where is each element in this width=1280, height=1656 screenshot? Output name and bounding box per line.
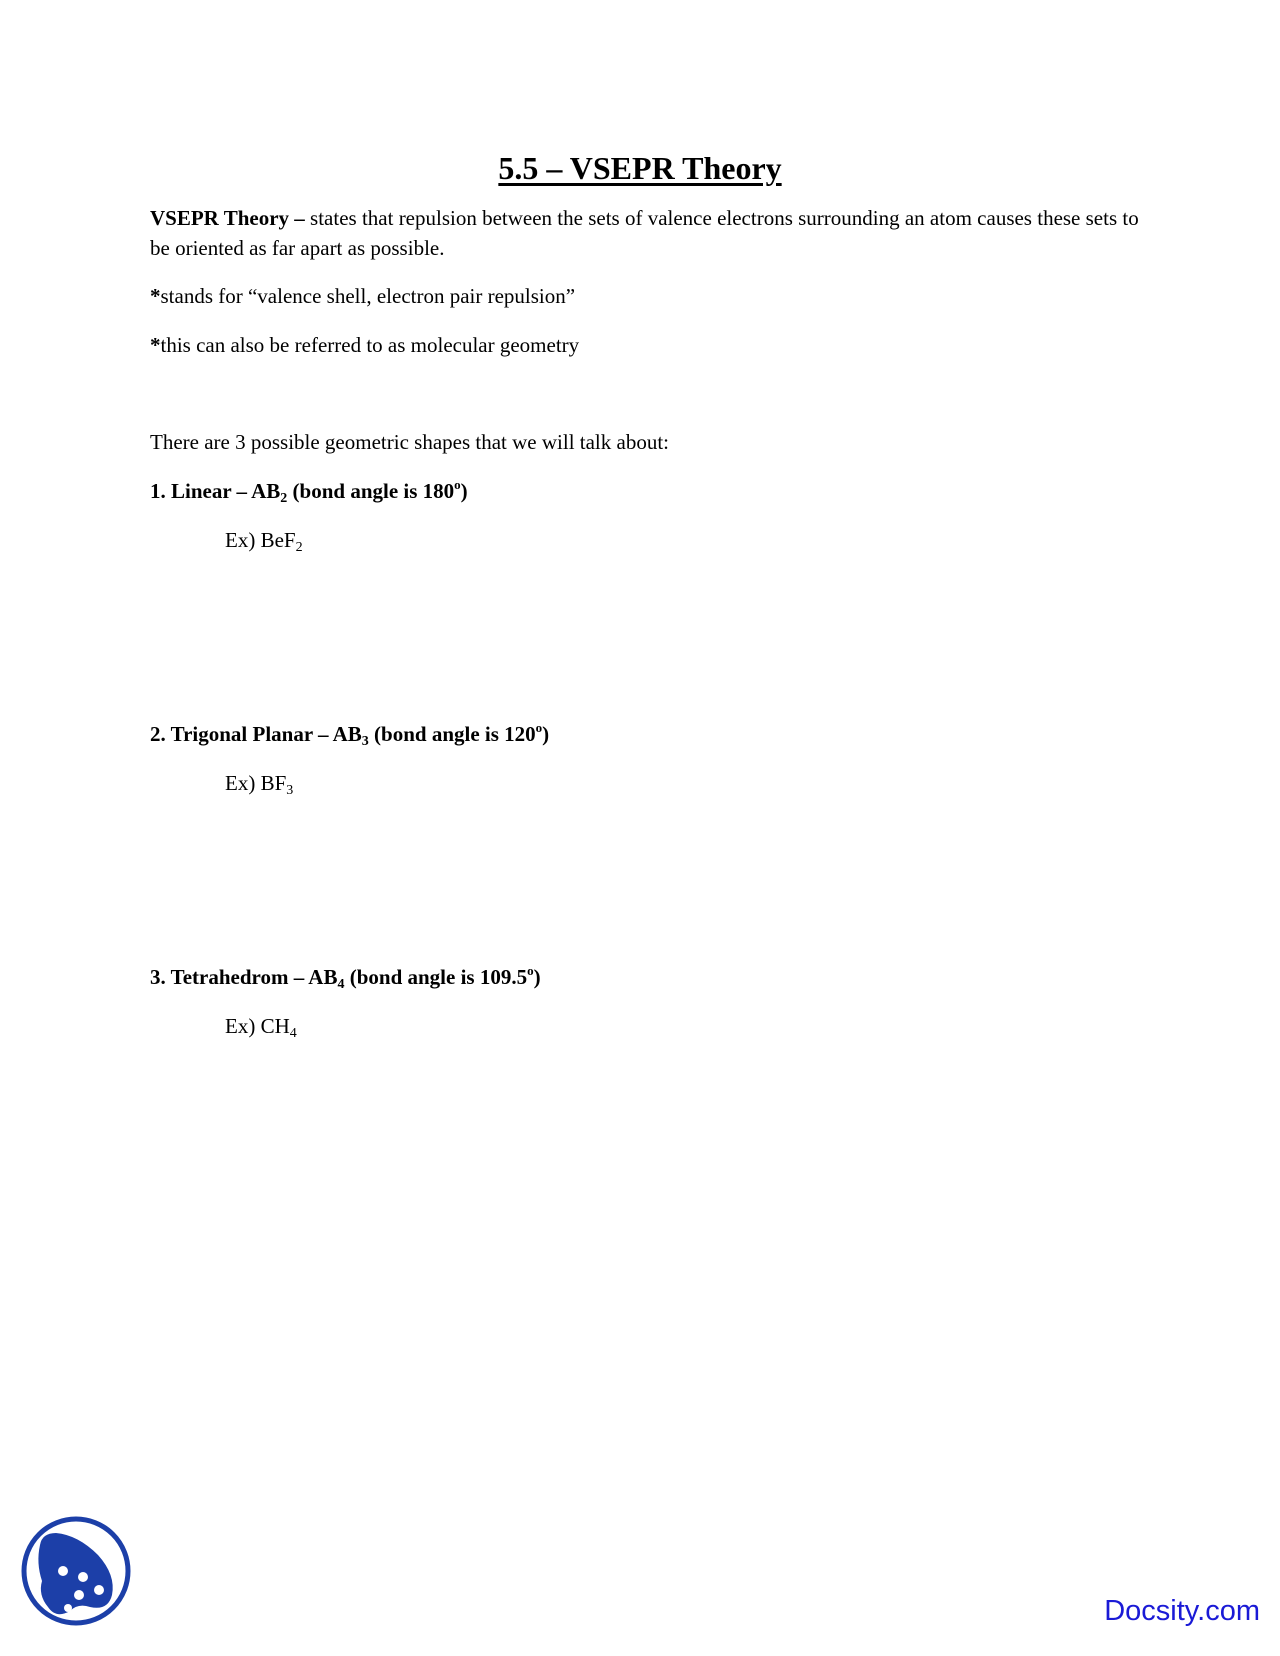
example-tetrahedral: Ex) $CH_4$ xyxy=(225,1014,297,1041)
docsity-brand-link[interactable]: Docsity.com xyxy=(1104,1595,1260,1627)
definition-text: states that repulsion between the sets of valence electrons surrounding an atom causes these sets to be oriented as far apart as possible. xyxy=(150,206,1139,260)
definition-paragraph xyxy=(150,203,1140,263)
example-trigonal-planar: Ex) $BF_3$ xyxy=(225,771,294,798)
page-title: 5.5 – VSEPR Theory xyxy=(498,150,782,186)
note-molecular-geometry xyxy=(150,330,1140,360)
shapes-intro: There are 3 possible geometric shapes that we will talk about: xyxy=(150,430,670,454)
note-star: * xyxy=(150,284,161,308)
note-text: stands for “valence shell, electron pair repulsion” xyxy=(160,284,576,308)
note-star: * xyxy=(150,333,161,357)
example-linear: Ex) BeF$_2$ xyxy=(225,528,303,555)
shape-heading-tetrahedral: 3. Tetrahedrom – $AB_4$ (bond angle is 109.5$^o$) xyxy=(150,963,541,992)
docsity-logo-icon[interactable] xyxy=(20,1515,132,1627)
note-text: this can also be referred to as molecular geometry xyxy=(160,333,580,357)
definition-term: VSEPR Theory – xyxy=(150,206,305,230)
shape-heading-trigonal-planar: 2. Trigonal Planar – $AB_3$ (bond angle is 120$^o$) xyxy=(150,720,550,749)
shape-heading-linear: 1. Linear – $AB_2$ (bond angle is 180$^o$) xyxy=(150,477,468,506)
note-acronym xyxy=(150,281,1140,311)
